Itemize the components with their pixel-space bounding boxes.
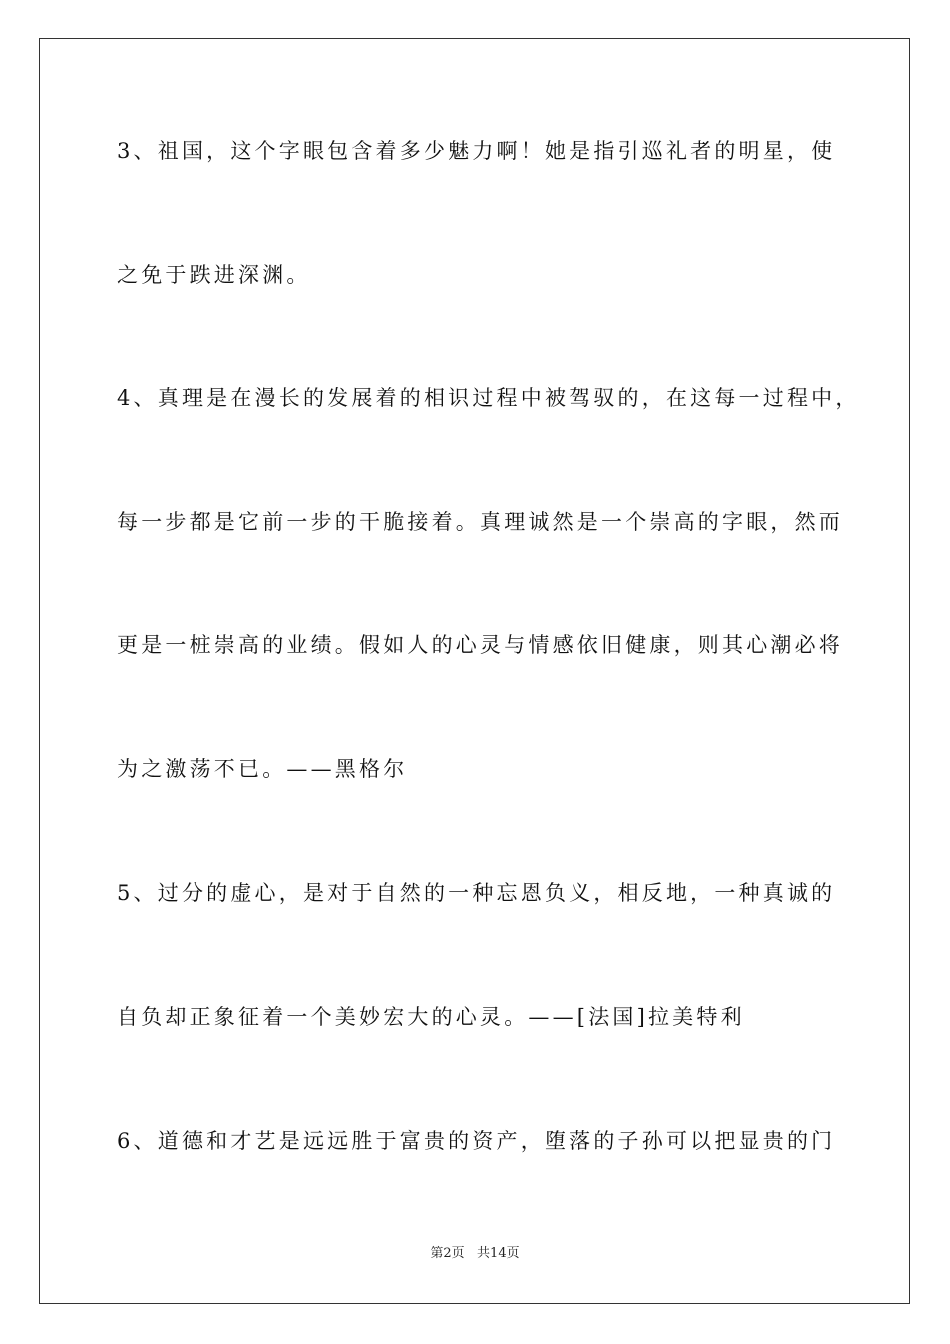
text-line-3: 4、真理是在漫长的发展着的相识过程中被驾驭的，在这每一过程中，	[117, 386, 860, 410]
text-line-1: 3、祖国，这个字眼包含着多少魅力啊！她是指引巡礼者的明星，使	[117, 139, 836, 163]
text-line-7: 5、过分的虚心，是对于自然的一种忘恩负义，相反地，一种真诚的	[117, 881, 836, 905]
text-line-8: 自负却正象征着一个美妙宏大的心灵。——[法国]拉美特利	[117, 1005, 745, 1029]
text-line-6: 为之激荡不已。——黑格尔	[117, 757, 408, 781]
page-border	[39, 38, 910, 1304]
text-line-4: 每一步都是它前一步的干脆接着。真理诚然是一个崇高的字眼，然而	[117, 510, 843, 534]
text-line-2: 之免于跌进深渊。	[117, 263, 311, 287]
page-number-footer: 第2页 共14页	[430, 1246, 520, 1261]
text-line-9: 6、道德和才艺是远远胜于富贵的资产，堕落的子孙可以把显贵的门	[117, 1129, 836, 1153]
text-line-5: 更是一桩崇高的业绩。假如人的心灵与情感依旧健康，则其心潮必将	[117, 633, 843, 657]
